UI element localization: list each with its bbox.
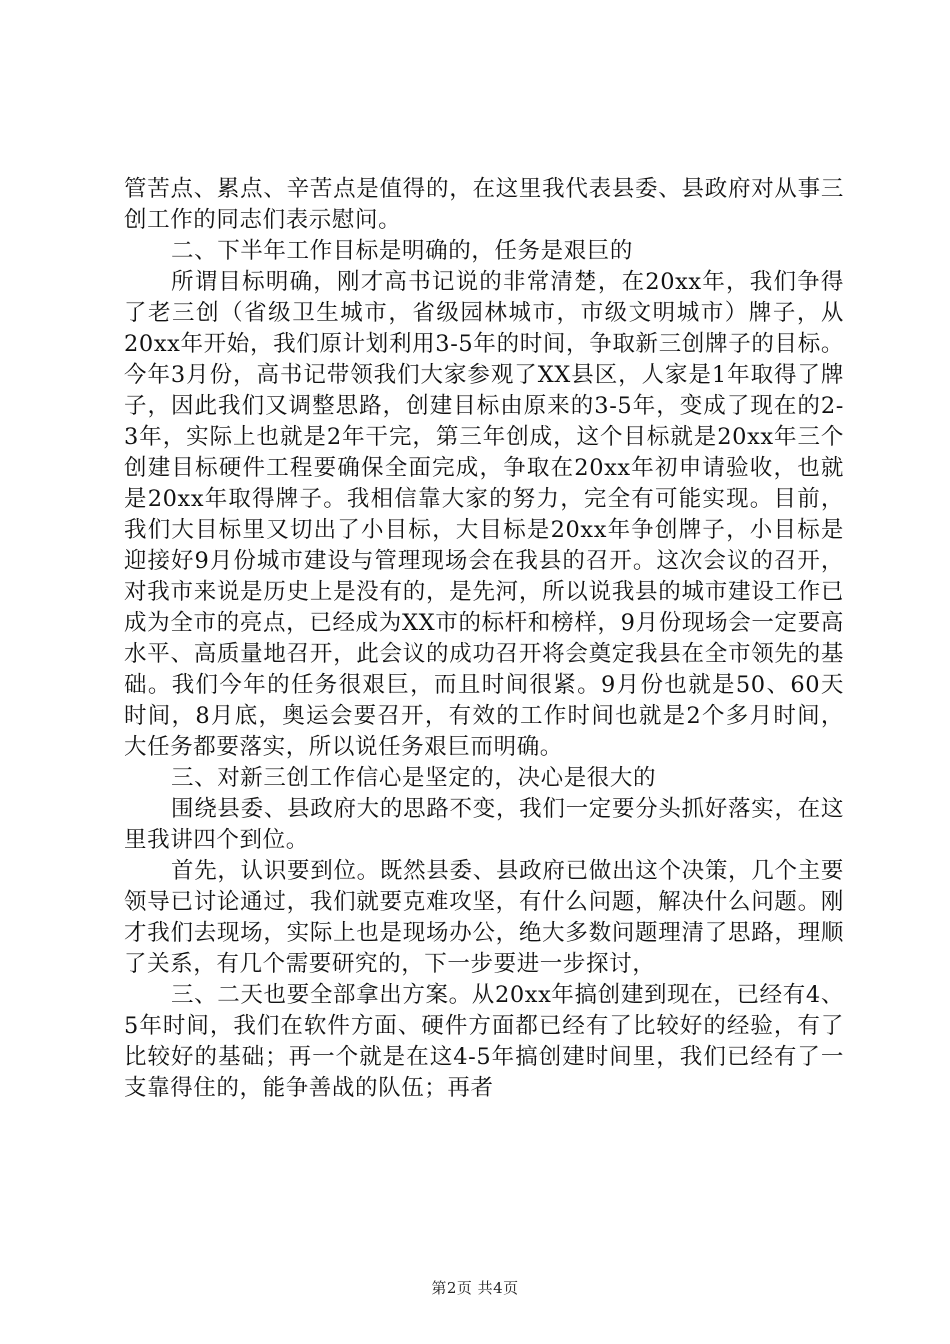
paragraph-four-points: 围绕县委、县政府大的思路不变，我们一定要分头抓好落实，在这里我讲四个到位。 [124,796,844,853]
page-number-footer: 第2页 共4页 [431,1279,519,1297]
document-body [124,174,844,1104]
paragraph-first-point: 首先，认识要到位。既然县委、县政府已做出这个决策，几个主要领导已讨论通过，我们就要克难攻坚，有什么问题，解决什么问题。刚才我们去现场，实际上也是现场办公，绝大多数问题理清了思路，理顺了关系，有几个需要研究的，下一步要进一步探讨， [124,858,844,977]
paragraph-continuation: 管苦点、累点、辛苦点是值得的，在这里我代表县委、县政府对从事三创工作的同志们表示慰问。 [124,176,844,233]
paragraph-goals: 所谓目标明确，刚才高书记说的非常清楚，在20xx年，我们争得了老三创（省级卫生城市，省级园林城市，市级文明城市）牌子，从20xx年开始，我们原计划利用3-5年的时间，争取新三创牌子的目标。今年3月份，高书记带领我们大家参观了XX县区，人家是1年取得了牌子，因此我们又调整思路，创建目标由原来的3-5年，变成了现在的2-3年，实际上也就是2年干完，第三年创成，这个目标就是20xx年三个创建目标硬件工程要确保全面完成，争取在20xx年初申请验收，也就是20xx年取得牌子。我相信靠大家的努力，完全有可能实现。目前，我们大目标里又切出了小目标，大目标是20xx年争创牌子，小目标是迎接好9月份城市建设与管理现场会在我县的召开。这次会议的召开，对我市来说是历史上是没有的，是先河，所以说我县的城市建设工作已成为全市的亮点，已经成为XX市的标杆和榜样，9月份现场会一定要高水平、高质量地召开，此会议的成功召开将会奠定我县在全市领先的基础。我们今年的任务很艰巨，而且时间很紧。9月份也就是50、60天时间，8月底，奥运会要召开，有效的工作时间也就是2个多月时间，大任务都要落实，所以说任务艰巨而明确。 [124,269,844,760]
paragraph-plans: 三、二天也要全部拿出方案。从20xx年搞创建到现在，已经有4、5年时间，我们在软件方面、硬件方面都已经有了比较好的经验，有了比较好的基础；再一个就是在这4-5年搞创建时间里，我们已经有了一支靠得住的，能争善战的队伍；再者 [124,982,844,1101]
section-heading-two: 二、下半年工作目标是明确的，任务是艰巨的 [171,238,634,264]
section-heading-three: 三、对新三创工作信心是坚定的，决心是很大的 [171,765,657,791]
